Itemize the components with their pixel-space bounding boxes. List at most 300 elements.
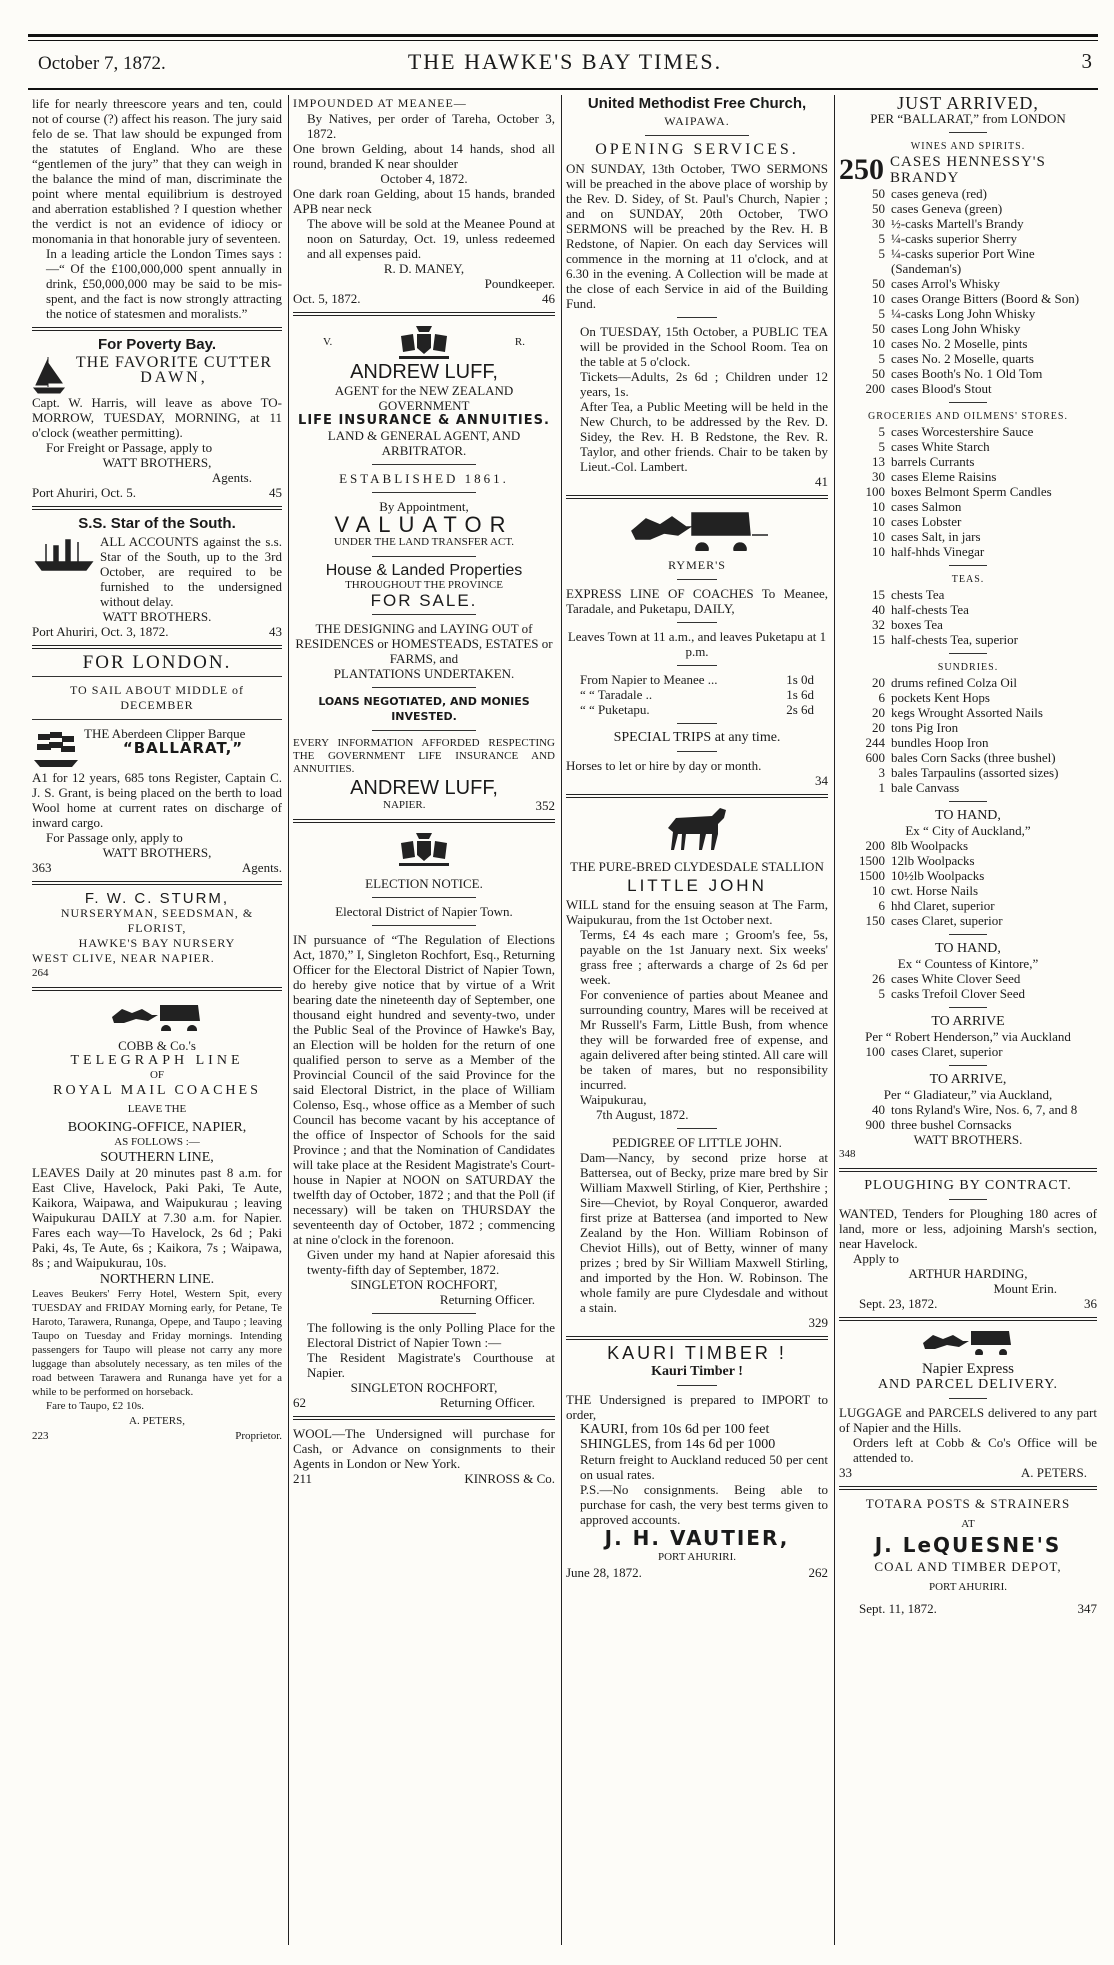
ad-heading: TOTARA POSTS & STRAINERS [865, 1496, 1071, 1511]
ad-totara-posts [839, 1496, 1097, 1616]
goods-description: drums refined Colza Oil [891, 675, 1017, 690]
rule [949, 402, 988, 403]
ad-heading: FOR SALE. [370, 591, 478, 610]
ad-text: By Appointment, [379, 499, 469, 514]
ad-body: THE Undersigned is prepared to IMPORT to order, [566, 1392, 828, 1422]
ad-text: By Natives, per order of Tareha, October 3, 1872. [307, 111, 555, 141]
ad-signature: A. PETERS, [129, 1415, 185, 1427]
goods-description: ¼-casks superior Port Wine (Sandeman's) [891, 246, 1035, 276]
goods-item [839, 690, 1097, 705]
rule [372, 925, 477, 926]
goods-description: cases Claret, superior [891, 1044, 1003, 1059]
ad-place: WAIPAWA. [664, 114, 730, 128]
ad-text: Leaves Town at 11 a.m., and leaves Puketapu at 1 p.m. [567, 629, 827, 659]
ad-wool [293, 1426, 555, 1486]
steamship-icon [32, 534, 96, 572]
fare-price: 2s 6d [786, 702, 814, 717]
ad-text: On TUESDAY, 15th October, a PUBLIC TEA will be provided in the School Room. Tea on the table at 5 o'clock. [580, 324, 828, 369]
goods-quantity: 10 [872, 514, 885, 529]
horse-icon [662, 804, 732, 852]
ad-ploughing [839, 1178, 1097, 1311]
ad-text: THE DESIGNING and LAYING OUT of [315, 621, 533, 636]
ad-heading: THE PURE-BRED CLYDESDALE STALLION [570, 859, 824, 874]
goods-description: cases No. 2 Moselle, quarts [891, 351, 1034, 366]
rule [949, 1007, 988, 1008]
goods-description: cases Claret, superior [891, 913, 1003, 928]
goods-quantity: 100 [865, 1044, 885, 1059]
ad-place: NAPIER. [383, 799, 426, 811]
goods-item [839, 735, 1097, 750]
goods-item [839, 853, 1097, 868]
ad-role: Returning Officer. [439, 1292, 535, 1307]
rule [949, 132, 988, 133]
ad-heading: JUST ARRIVED, [897, 96, 1039, 113]
rule [645, 135, 750, 136]
ad-signature: R. D. MANEY, [383, 261, 465, 276]
goods-description: half-hhds Vinegar [891, 544, 985, 559]
ad-heading: ELECTION NOTICE. [365, 876, 483, 891]
goods-quantity: 20 [872, 675, 885, 690]
royal-coat-of-arms-icon [389, 829, 459, 869]
ad-signature: ARTHUR HARDING, [908, 1266, 1028, 1281]
goods-item [839, 499, 1097, 514]
ad-heading: RYMER'S [668, 558, 726, 572]
stallion-name: LITTLE JOHN [627, 876, 767, 895]
goods-description: casks Trefoil Clover Seed [891, 986, 1025, 1001]
fare-price: 1s 0d [786, 672, 814, 687]
separator [566, 1336, 828, 1340]
goods-description: hhd Claret, superior [891, 898, 995, 913]
goods-item [839, 883, 1097, 898]
rule [677, 579, 716, 580]
ad-text: Fare to Taupo, £2 10s. [46, 1400, 145, 1412]
big-quantity: 250 [839, 153, 884, 186]
category-heading: WINES AND SPIRITS. [910, 141, 1026, 152]
goods-quantity: 26 [872, 971, 885, 986]
rule [949, 934, 988, 935]
goods-description: cases Geneva (green) [891, 201, 1003, 216]
goods-quantity: 40 [872, 602, 885, 617]
goods-item [839, 1117, 1097, 1132]
ad-heading: PLOUGHING BY CONTRACT. [864, 1178, 1072, 1193]
goods-item [839, 1044, 1097, 1059]
ad-text: Horses to let or hire by day or month. [566, 758, 762, 773]
ad-signature: SINGLETON ROCHFORT, [350, 1380, 498, 1395]
ad-number: 262 [808, 1565, 828, 1580]
ad-number: 363 [32, 860, 52, 875]
ad-place: Waipukurau, [580, 1092, 647, 1107]
goods-quantity: 5 [878, 986, 885, 1001]
goods-item [839, 765, 1097, 780]
goods-description: barrels Currants [891, 454, 975, 469]
goods-quantity: 40 [872, 1102, 885, 1117]
ad-napier-express [839, 1327, 1097, 1480]
goods-list-groceries [839, 424, 1097, 559]
rule [949, 801, 988, 802]
ad-text: AS FOLLOWS :— [114, 1136, 200, 1148]
rule [372, 464, 477, 465]
coach-and-horses-icon [102, 997, 212, 1031]
rule [677, 317, 716, 318]
category-heading: TEAS. [951, 574, 985, 585]
ad-role: Poundkeeper. [484, 276, 555, 291]
goods-quantity: 50 [872, 276, 885, 291]
separator [566, 495, 828, 499]
separator [32, 327, 282, 331]
column-2 [293, 96, 555, 1946]
ad-signature: J. H. VAUTIER, [604, 1526, 790, 1550]
goods-quantity: 200 [865, 838, 885, 853]
goods-item [839, 868, 1097, 883]
goods-item [839, 913, 1097, 928]
ad-number: 352 [535, 798, 555, 813]
ad-text: ESTABLISHED 1861. [339, 471, 509, 486]
ad-text: After Tea, a Public Meeting will be held in the New Church, to be addressed by the Rev. D. Sidey, the Rev. H. B Redstone, the Rev. R. Taylor, and other friends. Chair to be taken by Lieut.-Col. Lambert. [580, 399, 828, 474]
ad-text: LAND & GENERAL AGENT, AND ARBITRATOR. [327, 428, 521, 458]
rule [677, 1385, 716, 1386]
ad-role: Returning Officer. [439, 1395, 535, 1410]
ad-title: J. LeQUESNE'S [874, 1533, 1062, 1557]
goods-description: cases geneva (red) [891, 186, 987, 201]
ad-heading: FOR LONDON. [82, 652, 232, 673]
goods-quantity: 244 [865, 735, 885, 750]
goods-item [839, 632, 1097, 647]
ad-number: 348 [839, 1148, 856, 1160]
ship-line: Per “ Gladiateur,” via Auckland, [883, 1087, 1053, 1102]
page-number: 3 [1081, 49, 1092, 73]
ad-number: 41 [815, 474, 828, 489]
goods-quantity: 10 [872, 291, 885, 306]
ad-heading: KAURI TIMBER ! [607, 1343, 787, 1363]
goods-description: bales Corn Sacks (three bushel) [891, 750, 1056, 765]
goods-description: ¼-casks superior Sherry [891, 231, 1017, 246]
goods-description: ¼-casks Long John Whisky [891, 306, 1036, 321]
rule [677, 723, 716, 724]
top-rule-thin [28, 40, 1098, 41]
ad-body: LUGGAGE and PARCELS delivered to any part of Napier and the Hills. [839, 1405, 1097, 1435]
ad-number: 46 [542, 291, 555, 306]
ad-signature: KINROSS & Co. [464, 1471, 555, 1486]
rule [372, 556, 477, 557]
ad-text: P.S.—No consignments. Being able to purchase for cash, the very best terms given to approved accounts. [580, 1482, 828, 1527]
goods-quantity: 100 [865, 484, 885, 499]
goods-quantity: 20 [872, 720, 885, 735]
goods-item [839, 186, 1097, 201]
goods-description: cwt. Horse Nails [891, 883, 979, 898]
goods-item [839, 306, 1097, 321]
coach-and-horses-icon [913, 1327, 1023, 1355]
ad-heading: TELEGRAPH LINE [70, 1053, 244, 1068]
royal-coat-of-arms-icon [389, 322, 459, 362]
ad-number: 33 [839, 1465, 852, 1480]
separator [32, 645, 282, 649]
goods-quantity: 5 [878, 439, 885, 454]
category-heading: GROCERIES AND OILMENS' STORES. [868, 411, 1068, 422]
ad-signature: WATT BROTHERS. [102, 609, 212, 624]
article-text: In a leading article the London Times says :—“ Of the £100,000,000 spent annually in drink, £50,000,000 may be said to be mis-spent, and the fact is now strongly attracting the notice of statesmen and moralists.” [46, 246, 282, 321]
fare-row [566, 702, 828, 717]
ad-date: Sept. 23, 1872. [859, 1296, 938, 1311]
column-3 [566, 96, 828, 1946]
goods-item [839, 675, 1097, 690]
goods-quantity: 15 [872, 632, 885, 647]
goods-quantity: 200 [865, 381, 885, 396]
column-4 [839, 96, 1097, 1946]
goods-description: cases Long John Whisky [891, 321, 1021, 336]
fare-route: “ “ Puketapu. [580, 702, 650, 717]
cipher-v: V. [323, 335, 333, 348]
goods-quantity: 10 [872, 336, 885, 351]
ad-heading: S.S. Star of the South. [78, 515, 236, 532]
goods-quantity: 15 [872, 587, 885, 602]
ad-heading: VALUATOR [334, 512, 514, 537]
ad-subheading: AND PARCEL DELIVERY. [877, 1377, 1059, 1392]
rule [677, 751, 716, 752]
goods-quantity: 50 [872, 321, 885, 336]
goods-item [839, 201, 1097, 216]
goods-list-to-arrive [839, 1102, 1097, 1132]
newspaper-title: THE HAWKE'S BAY TIMES. [407, 49, 723, 74]
goods-list-wines [839, 186, 1097, 396]
ad-subheading: PER “BALLARAT,” from LONDON [870, 111, 1066, 126]
issue-date: October 7, 1872. [38, 53, 166, 74]
ad-clydesdale-stallion [566, 804, 828, 1330]
goods-description: cases White Starch [891, 439, 990, 454]
goods-description: cases Worcestershire Sauce [891, 424, 1034, 439]
ad-poverty-bay [32, 337, 282, 500]
coach-and-horses-icon [622, 505, 772, 551]
ad-text: The Resident Magistrate's Courthouse at Napier. [307, 1350, 555, 1380]
rule [372, 730, 477, 731]
ad-title: THE FAVORITE CUTTER [75, 354, 273, 371]
ad-role: Agents. [241, 860, 282, 875]
fare-route: “ “ Taradale .. [580, 687, 653, 702]
ad-number: 223 [32, 1430, 49, 1442]
ad-number: 211 [293, 1471, 313, 1486]
goods-quantity: 1500 [859, 853, 885, 868]
goods-item [839, 587, 1097, 602]
masthead-rule [28, 88, 1098, 90]
ad-place: Mount Erin. [993, 1281, 1057, 1296]
separator [566, 794, 828, 798]
goods-item [839, 351, 1097, 366]
ad-text: AT [961, 1518, 975, 1530]
ad-sturm [32, 891, 282, 981]
goods-description: cases Blood's Stout [891, 381, 992, 396]
ad-number: 34 [815, 773, 828, 788]
ad-text: October 4, 1872. [380, 171, 468, 186]
price-line: KAURI, from 10s 6d per 100 feet [580, 1422, 770, 1437]
goods-description: chests Tea [891, 587, 945, 602]
rule [32, 719, 282, 720]
goods-description: cases Eleme Raisins [891, 469, 997, 484]
rule [949, 1199, 988, 1200]
goods-item [839, 602, 1097, 617]
ad-title: OPENING SERVICES. [595, 141, 799, 158]
ad-date: Sept. 11, 1872. [859, 1601, 937, 1616]
goods-quantity: 10 [872, 544, 885, 559]
ad-place: Port Ahuriri, Oct. 5. [32, 485, 136, 500]
ad-for-london [32, 652, 282, 875]
ad-kauri-timber [566, 1343, 828, 1580]
ad-text: THROUGHOUT THE PROVINCE [345, 579, 503, 591]
top-rule-thick [28, 34, 1098, 37]
goods-item [839, 750, 1097, 765]
article-text: life for nearly threescore years and ten, could not of course (?) affect his reason. The jury said felo de se. That law should be expunged from the statutes of England. Who are these “gentlemen of the jury” that they can weigh in the balance the mind of man, discriminate the point where mental equilibrium is destroyed and aberration established ? I question whether the verdict is not an evidence of idiocy or monomania in that honorable jury of seventeen. [32, 96, 282, 246]
ad-text: For Freight or Passage, apply to [46, 440, 213, 455]
separator [293, 1416, 555, 1420]
ad-body: Capt. W. Harris, will leave as above TO-MORROW, TUESDAY, MORNING, at 11 o'clock (weather permitting). [32, 395, 282, 440]
ad-subheading: COBB & Co.'s [118, 1038, 196, 1053]
ad-text: PLANTATIONS UNDERTAKEN. [333, 666, 515, 681]
ad-text: EVERY INFORMATION AFFORDED RESPECTING THE GOVERNMENT LIFE INSURANCE AND ANNUITIES. [293, 737, 555, 775]
ad-text: The following is the only Polling Place for the Electoral District of Napier Town :— [307, 1320, 555, 1350]
ad-place: Port Ahuriri, Oct. 3, 1872. [32, 624, 169, 639]
ad-body: Dam—Nancy, by second prize horse at Battersea, out of Becky, prize mare bred by Sir William Maxwell Stirling, of Kier, Perthshire ; Sire—Cheviot, by Royal Conqueror, awarded first prize at Battersea (and imported to New Zealand by the Hon. William Robinson of Cheviot Hills), out of Betty, winner of many prizes ; bred by Sir William Maxwell Stirling, and imported by the Hon. W. Robinson. The whole family are pure Clydesdale and without a stain. [580, 1150, 828, 1315]
goods-quantity: 50 [872, 201, 885, 216]
ad-text: For Passage only, apply to [46, 830, 183, 845]
goods-description: cases Lobster [891, 514, 962, 529]
goods-item [839, 514, 1097, 529]
goods-description: half-chests Tea, superior [891, 632, 1018, 647]
ad-body: LEAVES Daily at 20 minutes past 8 a.m. for East Clive, Havelock, Paki Paki, Te Aute, Kaikora, Waipawa, and Waipukurau ; leaving Waipukurau DAILY at 7.30 a.m. for Napier. Fares each way—To Havelock, 2s 6d ; Paki Paki, 4s, Te Aute, 6s ; Kaikora, 7s ; Waipawa, 8s ; and Waipukurau, 10s. [32, 1165, 282, 1270]
goods-item [839, 1102, 1097, 1117]
goods-quantity: 6 [878, 898, 885, 913]
ad-heading: IMPOUNDED AT MEANEE— [293, 96, 467, 110]
ad-body: WILL stand for the ensuing season at The Farm, Waipukurau, from the 1st October next. [566, 897, 828, 927]
ad-methodist-church [566, 96, 828, 489]
ad-impounded [293, 96, 555, 306]
category-heading: TO HAND, [935, 808, 1001, 823]
goods-description: cases Arrol's Whisky [891, 276, 1000, 291]
separator [839, 1168, 1097, 1172]
ad-subheading: LIFE INSURANCE & ANNUITIES. [298, 413, 550, 428]
ad-text: HAWKE'S BAY NURSERY [78, 936, 236, 950]
goods-quantity: 3 [878, 765, 885, 780]
goods-quantity: 50 [872, 366, 885, 381]
rule [372, 1313, 477, 1314]
goods-description: cases Salmon [891, 499, 962, 514]
goods-item [839, 780, 1097, 795]
ad-text: One brown Gelding, about 14 hands, shod all round, branded K near shoulder [293, 141, 555, 171]
ad-number: 329 [808, 1315, 828, 1330]
ad-heading: Napier Express [921, 1361, 1015, 1377]
ad-role: Agents. [211, 470, 252, 485]
ad-number: 62 [293, 1395, 306, 1410]
rule [372, 897, 477, 898]
goods-item [839, 366, 1097, 381]
ad-place: PORT AHURIRI. [929, 1581, 1007, 1593]
goods-description: ½-casks Martell's Brandy [891, 216, 1024, 231]
goods-item [839, 216, 1097, 231]
goods-description: cases Orange Bitters (Boord & Son) [891, 291, 1080, 306]
category-heading: TO ARRIVE [931, 1014, 1005, 1029]
goods-quantity: 30 [872, 216, 885, 231]
ad-number: 264 [32, 967, 49, 979]
ad-text: Apply to [853, 1251, 899, 1266]
goods-quantity: 20 [872, 705, 885, 720]
goods-quantity: 150 [865, 913, 885, 928]
ad-rymers-coaches [566, 505, 828, 788]
goods-quantity: 5 [878, 424, 885, 439]
separator [293, 312, 555, 316]
rule [677, 1128, 716, 1129]
ad-body: ON SUNDAY, 13th October, TWO SERMONS will be preached in the above place of worship by the Rev. D. Sidey, of St. Paul's Church, Napier ; and on SUNDAY, 20th October, TWO SERMONS will be preached by the Rev. H. B Redstone, of Napier. On each day Services will commence in the morning at 11 o'clock, and at 6.30 in the evening. A Collection will be made at the close of each Service in aid of the Building Fund. [566, 161, 828, 311]
ad-text: The above will be sold at the Meanee Pound at noon on Saturday, Oct. 19, unless redeemed and all expenses paid. [307, 216, 555, 261]
ad-andrew-luff [293, 322, 555, 813]
ad-cobb-and-co [32, 997, 282, 1444]
goods-quantity: 5 [878, 306, 885, 321]
ad-text: Return freight to Auckland reduced 50 per cent on usual rates. [580, 1452, 828, 1482]
goods-description: bale Canvass [891, 780, 960, 795]
goods-quantity: 1 [878, 780, 885, 795]
ad-signature: WATT BROTHERS, [102, 455, 212, 470]
ad-text: One dark roan Gelding, about 15 hands, branded APB near neck [293, 186, 555, 216]
rule [372, 492, 477, 493]
category-heading: SUNDRIES. [937, 662, 999, 673]
vessel-name: DAWN, [140, 369, 208, 386]
ad-signature: WATT BROTHERS, [102, 845, 212, 860]
ad-text: AGENT for the NEW ZEALAND GOVERNMENT [334, 383, 514, 413]
goods-list-to-arrive [839, 1044, 1097, 1059]
ad-heading: United Methodist Free Church, [587, 96, 807, 112]
goods-quantity: 30 [872, 469, 885, 484]
ad-body: Leaves Beukers' Ferry Hotel, Western Spit, every TUESDAY and FRIDAY Morning early, for Petane, Te Haroto, Tarawera, Runanga, Opepe, and Taupo ; leaving Taupo on Tuesday and Friday mornings. Intending passengers for Taupo will please not carry any more luggage than absolutely necessary, as ten miles of the road between Tarawera and Runanga have yet for a while to be performed on horseback. [32, 1288, 282, 1398]
ad-star-of-the-south [32, 516, 282, 639]
rule [949, 565, 988, 566]
goods-item [839, 469, 1097, 484]
rule [677, 622, 716, 623]
goods-quantity: 32 [872, 617, 885, 632]
ad-text: Terms, £4 4s each mare ; Groom's fee, 5s, payable on the 1st January next. Six weeks' grass free ; afterwards a charge of 2s 6d per week. [580, 927, 828, 987]
ad-number: 36 [1084, 1296, 1097, 1311]
goods-description: 10½lb Woolpacks [891, 868, 985, 883]
goods-item [839, 336, 1097, 351]
ad-date: June 28, 1872. [566, 1565, 642, 1580]
goods-description: 12lb Woolpacks [891, 853, 975, 868]
goods-item [839, 424, 1097, 439]
goods-item [839, 720, 1097, 735]
separator [839, 1486, 1097, 1490]
ad-heading: For Poverty Bay. [97, 336, 217, 353]
rule [372, 614, 477, 615]
goods-quantity: 900 [865, 1117, 885, 1132]
ad-body: IN pursuance of “The Regulation of Elections Act, 1870,” I, Singleton Rochfort, Esq., Returning Officer for the Electoral District of Napier Town, do hereby give notice that by virtue of a Writ bearing date the nineteenth day of September, one thousand eight hundred and seventy-two, under the Public Seal of the Province of Hawke's Bay, an Election will be holden for the return of one qualified person to serve as a Member of the Provincial Council of the said Province for the said Electoral District, in the place of William Colenso, Esq., whose office as a Member of such Council has become vacant by his acceptance of the office of Inspector of Schools for the said Province ; and that the Nomination of Candidates will take place at the Resident Magistrate's Court-house in Napier at NOON on SATURDAY the twelfth day of October, 1872 ; and that the Poll (if necessary) will be taken on THURSDAY the seventeenth day of October, 1872 ; commencing at nine o'clock in the forenoon. [293, 932, 555, 1247]
goods-description: 8lb Woolpacks [891, 838, 969, 853]
cipher-r: R. [514, 335, 525, 348]
goods-quantity: 10 [872, 883, 885, 898]
goods-description: cases No. 2 Moselle, pints [891, 336, 1028, 351]
ad-text: Orders left at Cobb & Co's Office will be attended to. [853, 1435, 1097, 1465]
fare-route: From Napier to Meanee ... [580, 672, 718, 687]
goods-description: kegs Wrought Assorted Nails [891, 705, 1043, 720]
ad-heading: House & Landed Properties [325, 562, 523, 579]
goods-item [839, 898, 1097, 913]
rule [949, 1065, 988, 1066]
goods-quantity: 13 [872, 454, 885, 469]
ad-subheading: Kauri Timber ! [651, 1364, 743, 1379]
ad-just-arrived [839, 96, 1097, 1162]
goods-list-sundries [839, 675, 1097, 795]
ship-line: Per “ Robert Henderson,” via Auckland [865, 1029, 1071, 1044]
ad-text: OF [149, 1069, 165, 1081]
rule [372, 687, 477, 688]
category-heading: TO ARRIVE, [929, 1072, 1007, 1087]
ad-text: UNDER THE LAND TRANSFER ACT. [334, 536, 514, 548]
ad-body: WOOL—The Undersigned will purchase for Cash, or Advance on consignments to their Agents in London or New York. [293, 1426, 555, 1471]
ad-text: LOANS NEGOTIATED, AND MONIES INVESTED. [318, 695, 530, 723]
ad-text: SPECIAL TRIPS at any time. [613, 730, 781, 745]
